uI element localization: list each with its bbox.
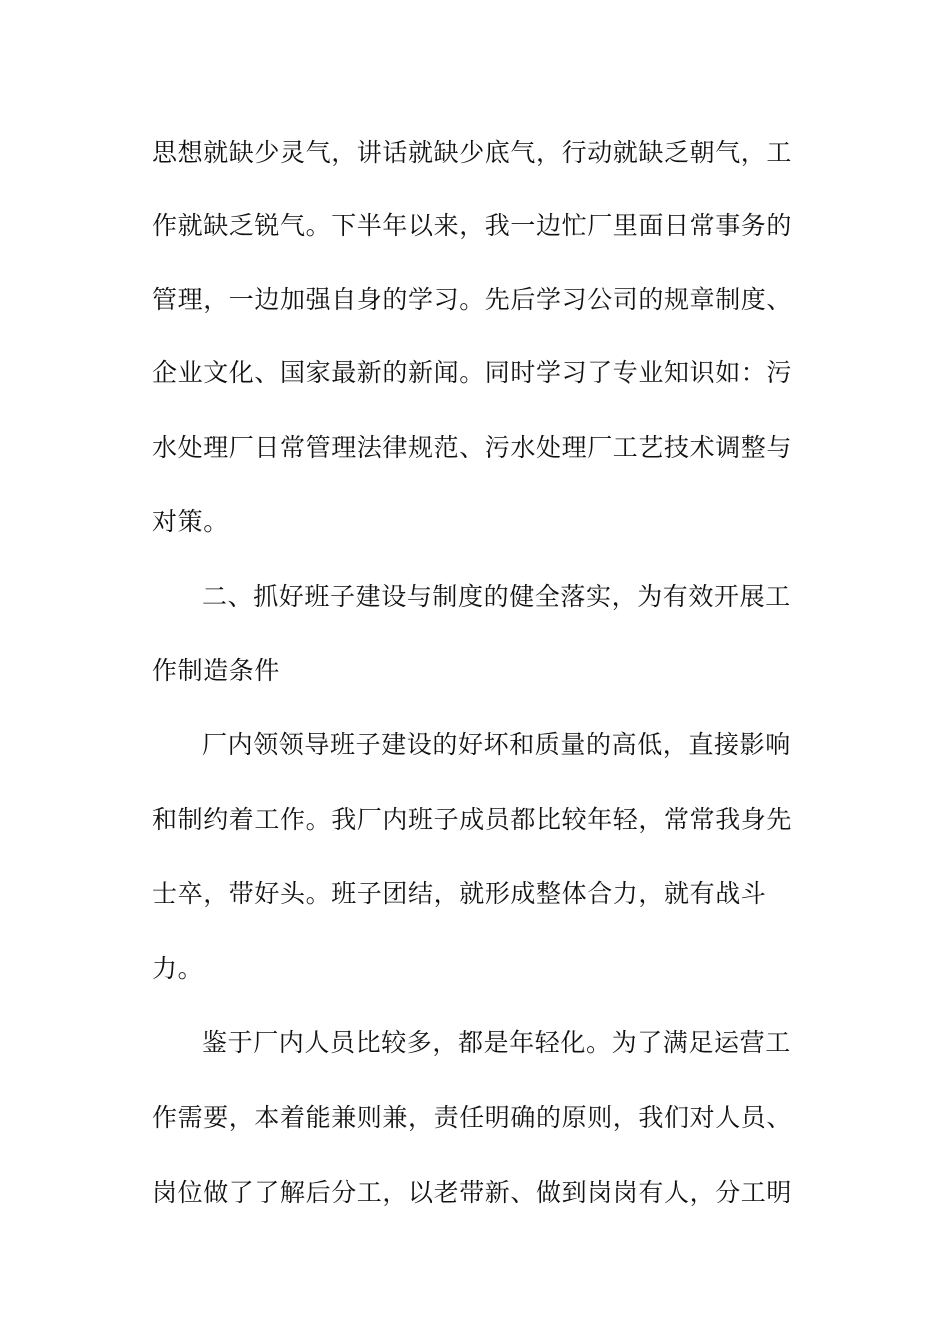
text-line: 作就缺乏锐气。下半年以来，我一边忙厂里面日常事务的	[152, 211, 793, 240]
text-line: 力。	[152, 954, 204, 983]
section-heading-line: 二、抓好班子建设与制度的健全落实，为有效开展工	[202, 582, 791, 611]
text-line: 对策。	[152, 507, 229, 536]
text-line: 企业文化、国家最新的新闻。同时学习了专业知识如：污	[152, 358, 793, 387]
text-line: 管理，一边加强自身的学习。先后学习公司的规章制度、	[152, 285, 793, 314]
text-line: 水处理厂日常管理法律规范、污水处理厂工艺技术调整与	[152, 433, 793, 462]
text-line: 士卒，带好头。班子团结，就形成整体合力，就有战斗	[152, 879, 767, 908]
text-line: 鉴于厂内人员比较多，都是年轻化。为了满足运营工	[202, 1028, 791, 1057]
text-line: 厂内领领导班子建设的好坏和质量的高低，直接影响	[202, 730, 791, 759]
text-line: 思想就缺少灵气，讲话就缺少底气，行动就缺乏朝气，工	[152, 138, 793, 167]
section-heading-line: 作制造条件	[152, 656, 281, 685]
text-line: 作需要，本着能兼则兼，责任明确的原则，我们对人员、	[152, 1103, 793, 1132]
text-line: 和制约着工作。我厂内班子成员都比较年轻，常常我身先	[152, 805, 793, 834]
text-line: 岗位做了了解后分工，以老带新、做到岗岗有人，分工明	[152, 1178, 793, 1207]
